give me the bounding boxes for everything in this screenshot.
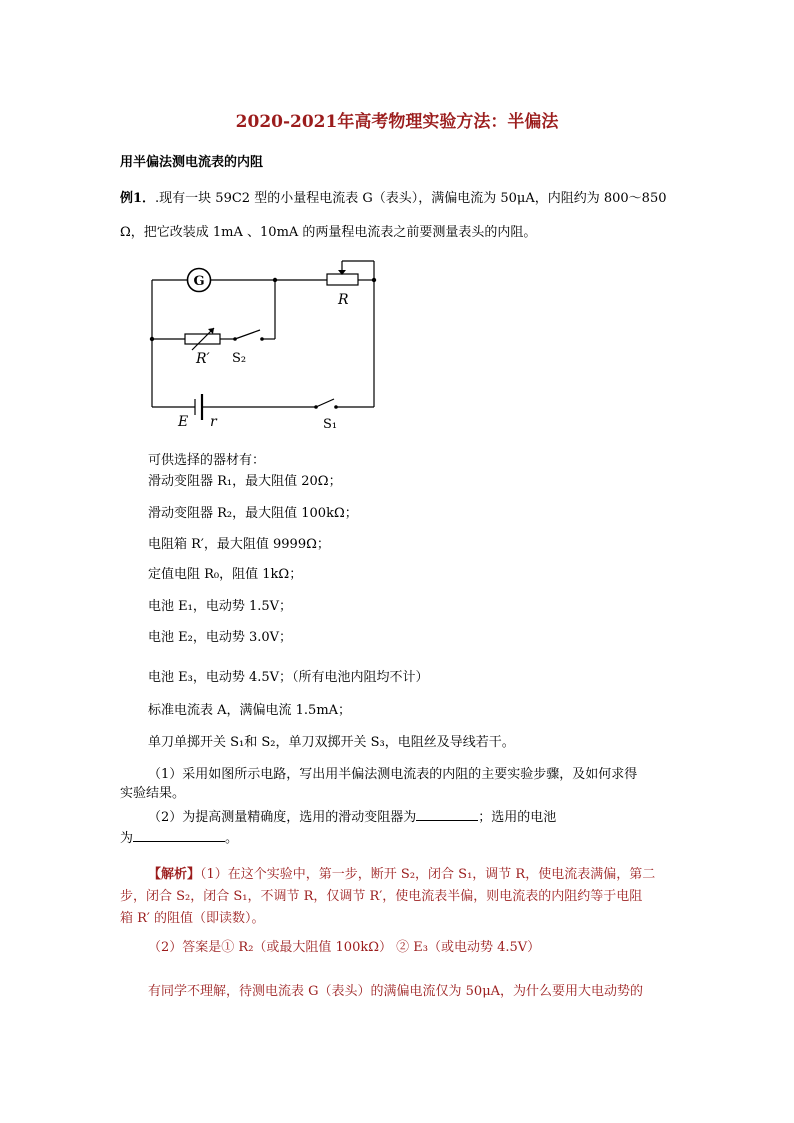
material-item: 电池 E₃，电动势 4.5V；（所有电池内阻均不计） [148, 670, 429, 685]
question-2-line-2 [120, 829, 238, 847]
example-line-1 [120, 191, 667, 207]
material-item: 滑动变阻器 R₂，最大阻值 100kΩ； [148, 506, 358, 521]
switch-s1-icon [316, 399, 334, 407]
rheostat-label: R [338, 292, 349, 308]
material-item: 定值电阻 R₀，阻值 1kΩ； [148, 567, 303, 582]
example-text-1: .现有一块 59C2 型的小量程电流表 G（表头），满偏电流为 50μA，内阻约为 800～850 [155, 191, 667, 206]
material-item: 电阻箱 R′，最大阻值 9999Ω； [148, 537, 330, 552]
question-1-line-1: （1）采用如图所示电路，写出用半偏法测电流表的内阻的主要实验步骤，及如何求得 [148, 767, 638, 782]
material-item: 标准电流表 A，满偏电流 1.5mA； [148, 703, 352, 718]
analysis-line-1 [148, 867, 655, 883]
switch-s2-label: S₂ [232, 351, 247, 366]
question-2-text-a: （2）为提高测量精确度，选用的滑动变阻器为 [148, 810, 417, 825]
question-1-line-2: 实验结果。 [120, 786, 186, 801]
switch-s2-icon [235, 330, 260, 339]
analysis-text-1: （1）在这个实验中，第一步，断开 S₂，闭合 S₁，调节 R，使电流表满偏，第二 [200, 867, 656, 882]
example-label: 例1． [120, 191, 156, 206]
material-item: 电池 E₁，电动势 1.5V； [148, 599, 293, 614]
question-2-line-1 [148, 808, 556, 826]
answer-blank-rheostat[interactable] [416, 808, 478, 821]
materials-heading: 可供选择的器材有： [148, 453, 266, 468]
battery-emf-label: E [178, 414, 189, 430]
galvanometer-label: G [193, 274, 205, 289]
resistance-box-label: R′ [196, 351, 210, 367]
circuit-diagram [140, 258, 385, 433]
question-2-text-d: 。 [225, 831, 239, 846]
switch-s1-label: S₁ [323, 417, 338, 432]
analysis-text-2: 步，闭合 S₂，闭合 S₁，不调节 R，仅调节 R′，使电流表半偏，则电流表的内阻约等于电阻 [120, 889, 643, 904]
analysis-label: 【解析】 [148, 867, 201, 882]
question-2-text-b: ；选用的电池 [478, 810, 557, 825]
analysis-last-line: 有同学不理解，待测电流表 G（表头）的满偏电流仅为 50μA，为什么要用大电动势的 [148, 984, 644, 999]
material-item: 电池 E₂，电动势 3.0V； [148, 630, 293, 645]
battery-r-label: r [210, 414, 217, 430]
analysis-text-3: 箱 R′ 的阻值（即读数）。 [120, 911, 265, 926]
analysis-answer: （2）答案是① R₂（或最大阻值 100kΩ） ② E₃（或电动势 4.5V） [148, 940, 541, 955]
page-title: 2020-2021年高考物理实验方法：半偏法 [235, 112, 559, 132]
section-heading: 用半偏法测电流表的内阻 [120, 155, 264, 170]
question-2-text-c: 为 [120, 831, 134, 846]
material-item: 滑动变阻器 R₁，最大阻值 20Ω； [148, 474, 342, 489]
example-text-2: Ω，把它改装成 1mA 、10mA 的两量程电流表之前要测量表头的内阻。 [120, 225, 537, 240]
rheostat-icon [327, 274, 358, 285]
material-item: 单刀单掷开关 S₁和 S₂，单刀双掷开关 S₃，电阻丝及导线若干。 [148, 735, 515, 750]
answer-blank-battery[interactable] [133, 829, 225, 842]
